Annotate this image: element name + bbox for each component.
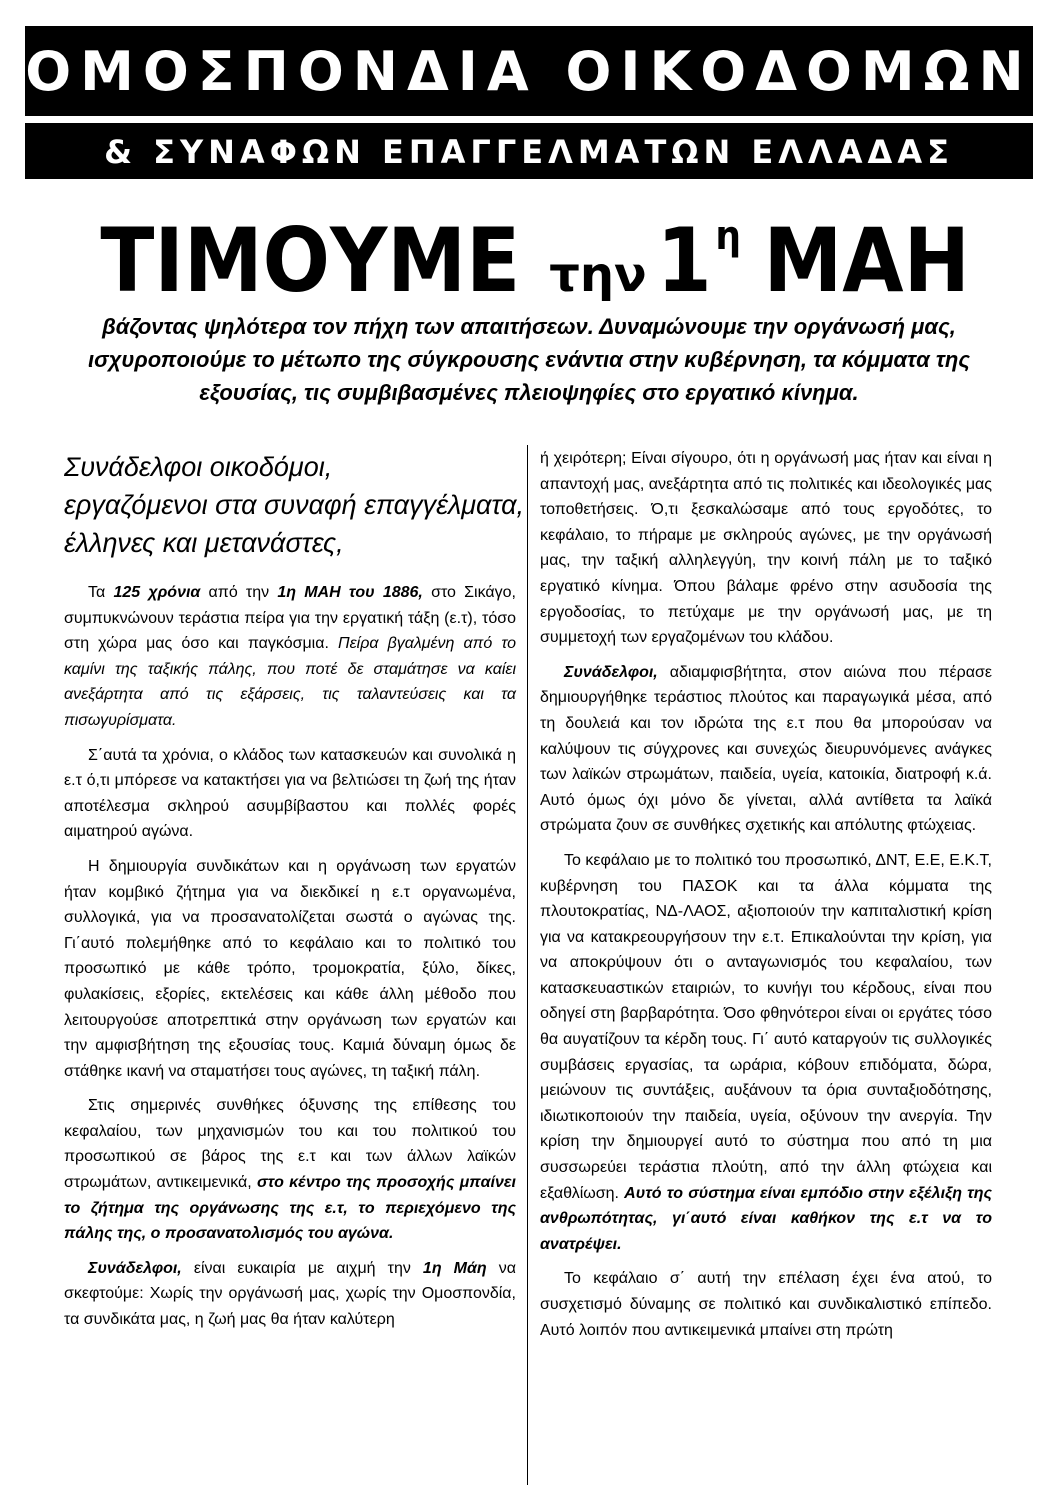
headline-part4: ΜΑΗ bbox=[763, 209, 970, 312]
right-paragraph-2 bbox=[540, 660, 992, 839]
emphasis-date: 1η ΜΑΗ του 1886, bbox=[277, 584, 423, 601]
headline-number: 1 bbox=[656, 209, 713, 312]
emphasis-colleagues: Συνάδελφοι, bbox=[88, 1259, 182, 1277]
header-banner-professions bbox=[25, 123, 1033, 179]
greeting-line1: Συνάδελφοι οικοδόμοι, bbox=[64, 452, 333, 482]
right-column bbox=[540, 446, 992, 1352]
header-line1: ΟΜΟΣΠΟΝΔΙΑ ΟΙΚΟΔΟΜΩΝ bbox=[25, 40, 1033, 103]
greeting bbox=[64, 448, 525, 562]
emphasis-run: στο κέντρο της προσοχής μπαίνει το ζήτημα της οργάνωσης της ε.τ, το περιεχόμενο της πάλης της, ο προσανατολισμός του αγώνα. bbox=[64, 1174, 516, 1243]
text-run: αδιαμφισβήτητα, στον αιώνα που πέρασε δημιουργήθηκε τεράστιος πλούτος και παραγωγικά μέσα, από τη δουλειά και τον ιδρώτα της ε.τ που θα μπορούσαν να καλύψουν τις σύγχρονες και συνεχώς διευρυνόμενες ανάγκες των λαϊκών στρωμάτων, παιδεία, υγεία, κατοικία, διατροφή κ.ά. Αυτό όμως όχι μόνο δε γίνεται, αλλά αντίθετα τα λαϊκά στρώματα ζουν σε συνθήκες σχετικής και απόλυτης φτώχειας. bbox=[540, 663, 992, 835]
headline bbox=[0, 209, 1058, 312]
italic-run: Πείρα βγαλμένη από το καμίνι της ταξικής πάλης, που ποτέ δε σταμάτησε να καίει ανεξάρτητα από τις εξάρσεις, τις ταλαντεύσεις και τα πισωγυρίσματα. bbox=[64, 635, 516, 729]
column-divider bbox=[527, 445, 528, 1485]
left-paragraph-3: Η δημιουργία συνδικάτων και η οργάνωση των εργατών ήταν κομβικό ζήτημα για να διεκδικεί η ε.τ οργανωμένα, συλλογικά, για να προσανατολίζεται σωστά ο αγώνας της. Γι΄αυτό πολεμήθηκε από το κεφάλαιο και το πολιτικό του προσωπικό με κάθε τρόπο, τρομοκρατία, ξύλο, δίκες, φυλακίσεις, εξορίες, εκτελέσεις και κάθε άλλη μέθοδο που λειτουργούσε αποτρεπτικά στην οργάνωση των εργατών και την αμφισβήτηση της εξουσίας τους. Καμιά δύναμη όμως δε στάθηκε ικανή να σταματήσει τους αγώνες, τη ταξική πάλη. bbox=[64, 857, 516, 1080]
text-run: Στις σημερινές συνθήκες όξυνσης της επίθεσης του κεφαλαίου, των μηχανισμών του και του πολιτικού του προσωπικού σε βάρος της ε.τ και των άλλων λαϊκών στρωμάτων, αντικειμενικά, bbox=[64, 1097, 516, 1192]
greeting-line3: έλληνες και μετανάστες, bbox=[64, 528, 344, 558]
header-banner-federation bbox=[25, 26, 1033, 116]
left-paragraph-2: Σ΄αυτά τα χρόνια, ο κλάδος των κατασκευών και συνολικά η ε.τ ό,τι μπόρεσε να κατακτήσει για να βελτιώσει τη ζωή της ήταν αποτέλεσμα σκληρού ασυμβίβαστου και πολλές φορές αιματηρού αγώνα. bbox=[64, 746, 516, 841]
headline-part1: ΤΙΜΟΥΜΕ bbox=[100, 209, 521, 312]
text-run: είναι ευκαιρία με αιχμή την bbox=[181, 1259, 423, 1277]
text-run: Τα bbox=[88, 584, 114, 601]
text-run: από την bbox=[200, 584, 278, 601]
left-paragraph-1 bbox=[64, 580, 516, 734]
emphasis-run: Αυτό το σύστημα είναι εμπόδιο στην εξέλιξη της ανθρωπότητας, γι΄αυτό είναι καθήκον της ε.τ να το ανατρέψει. bbox=[540, 1184, 992, 1253]
headline-part3 bbox=[656, 209, 742, 312]
headline-sup: η bbox=[715, 213, 742, 259]
emphasis-years: 125 χρόνια bbox=[113, 584, 201, 601]
right-paragraph-1: ή χειρότερη; Είναι σίγουρο, ότι η οργάνωσή μας ήταν και είναι η απαντοχή μας, ανεξάρτητα από τις πολιτικές και ιδεολογικές μας τοποθετήσεις. Ό,τι ξεσκαλώσαμε από τους εργοδότες, το κεφάλαιο, το πήραμε με σκληρούς αγώνες, με την οργάνωσή μας, την ταξική αλληλεγγύη, την κοινή πάλη με το ταξικό εργατικό κίνημα. Όπου βάλαμε φρένο στην ασυδοσία της εργοδοσίας, το πετύχαμε με την οργάνωσή μας, με τη συμμετοχή των εργαζομένων του κλάδου. bbox=[540, 450, 992, 647]
emphasis-mayday: 1η Μάη bbox=[422, 1259, 487, 1277]
emphasis-colleagues: Συνάδελφοι, bbox=[564, 663, 658, 681]
left-column bbox=[64, 440, 525, 1342]
left-paragraph-5 bbox=[64, 1256, 516, 1333]
header-line2: & ΣΥΝΑΦΩΝ ΕΠΑΓΓΕΛΜΑΤΩΝ ΕΛΛΑΔΑΣ bbox=[104, 133, 954, 171]
left-paragraph-4 bbox=[64, 1093, 516, 1247]
text-run: Το κεφάλαιο με το πολιτικό του προσωπικό, ΔΝΤ, Ε.Ε, Ε.Κ.Τ, κυβέρνηση του ΠΑΣΟΚ και τα άλλα κόμματα της πλουτοκρατίας, ΝΔ-ΛΑΟΣ, αξιοποιούν την καπιταλιστική κρίση για να κατακρεουργήσουν την ε.τ. Επικαλούνται την κρίση, για να αποκρύψουν ότι ο ανταγωνισμός του κεφαλαίου, των κατασκευαστικών εταιριών, το κυνήγι του κέρδους, είναι που οδηγεί στη βαρβαρότητα. Όσο φθηνότεροι είναι οι εργάτες τόσο θα αυγατίζουν τα κέρδη τους. Γι΄ αυτό καταργούν τις συλλογικές συμβάσεις εργασίας, τα ωράρια, κόβουν επιδόματα, δώρα, μειώνουν τις συντάξεις, αυξάνουν τα όρια συνταξιοδότησης, ιδιωτικοποιούν την παιδεία, υγεία, οξύνουν την ανεργία. Την κρίση την δημιουργεί αυτό το σύστημα που από τη μια συσσωρεύει τεράστια πλούτη, από την άλλη φτώχεια και εξαθλίωση. bbox=[540, 851, 992, 1202]
subheadline: βάζοντας ψηλότερα τον πήχη των απαιτήσεων. Δυναμώνουμε την οργάνωσή μας, ισχυροποιούμε το μέτωπο της σύγκρουσης ενάντια στην κυβέρνηση, τα κόμματα της εξουσίας, τις συμβιβασμένες πλειοψηφίες στο εργατικό κίνημα. bbox=[87, 314, 970, 405]
headline-part2: την bbox=[549, 247, 647, 303]
text-run: να σκεφτούμε: Χωρίς την οργάνωσή μας, χωρίς την Ομοσπονδία, τα συνδικάτα μας, η ζωή μας θα ήταν καλύτερη bbox=[64, 1259, 517, 1329]
right-paragraph-3 bbox=[540, 848, 992, 1258]
greeting-line2: εργαζόμενοι στα συναφή επαγγέλματα, bbox=[64, 490, 525, 520]
text-run: στο Σικάγο, συμπυκνώνουν τεράστια πείρα για την εργατική τάξη (ε.τ), τόσο στη χώρα μας όσο και παγκόσμια. bbox=[64, 584, 517, 653]
right-paragraph-4: Το κεφάλαιο σ΄ αυτή την επέλαση έχει ένα ατού, το συσχετισμό δύναμης σε πολιτικό και συνδικαλιστικό επίπεδο. Αυτό λοιπόν που αντικειμενικά μπαίνει στη πρώτη bbox=[540, 1270, 992, 1339]
